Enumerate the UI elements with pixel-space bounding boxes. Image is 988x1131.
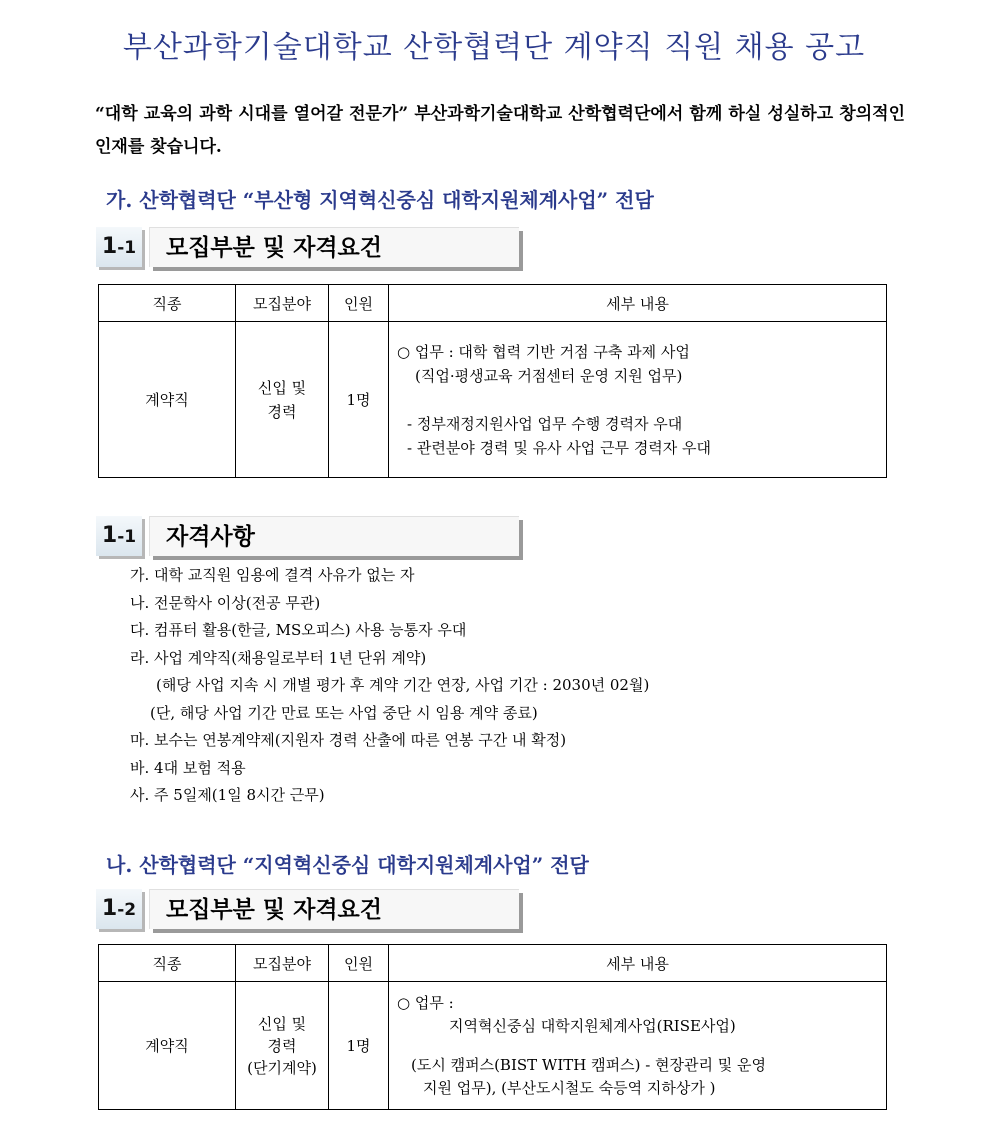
header-job: 직종: [99, 285, 236, 322]
table-header-row: [99, 945, 887, 982]
badge-number: 1: [101, 234, 118, 259]
detail-line: - 정부재정지원사업 업무 수행 경력자 우대: [407, 414, 683, 433]
requirement-item: 바. 4대 보험 적용: [130, 758, 246, 777]
recruit-table-b: [98, 944, 887, 1110]
cell-details: [389, 322, 887, 478]
header-field: 모집분야: [236, 285, 329, 322]
field-line: (단기계약): [247, 1058, 317, 1077]
cell-job: 계약직: [99, 982, 236, 1110]
section-badge: [96, 227, 142, 267]
cell-field: [236, 982, 329, 1110]
section-a-title: 가. 산학협력단 “부산형 지역혁신중심 대학지원체계사업” 전담: [106, 188, 654, 212]
detail-line: (직업·평생교육 거점센터 운영 지원 업무): [415, 366, 683, 385]
requirement-item: 사. 주 5일제(1일 8시간 근무): [130, 786, 325, 804]
field-line: 경력: [267, 402, 297, 421]
recruit-table-a: [98, 284, 887, 478]
detail-spacer: [397, 1038, 886, 1054]
badge-sub: -2: [117, 900, 137, 920]
header-count: 인원: [329, 945, 389, 982]
detail-line: 지역혁신중심 대학지원체계사업(RISE사업): [449, 1016, 736, 1035]
page-title: 부산과학기술대학교 산학협력단 계약직 직원 채용 공고: [122, 30, 866, 65]
cell-count: 1명: [329, 982, 389, 1110]
cell-field: [236, 322, 329, 478]
header-count: 인원: [329, 285, 389, 322]
header-details: 세부 내용: [389, 945, 887, 982]
cell-count: 1명: [329, 322, 389, 478]
requirement-item: 가. 대학 교직원 임용에 결격 사유가 없는 자: [130, 566, 415, 584]
badge-number: 1: [101, 896, 118, 921]
badge-sub: -1: [117, 527, 137, 547]
requirements-list: [130, 562, 649, 810]
field-line: 신입 및: [257, 1014, 307, 1033]
detail-line: 지원 업무), (부산도시철도 숙등역 지하상가 ): [423, 1078, 716, 1097]
detail-line: ○ 업무 : 대학 협력 기반 거점 구축 과제 사업: [397, 342, 690, 361]
section-badge: [96, 889, 142, 929]
table-header-row: [99, 285, 887, 322]
badge-sub: -1: [117, 238, 137, 258]
requirement-note: (단, 해당 사업 기간 만료 또는 사업 중단 시 임용 계약 종료): [150, 703, 538, 722]
header-details: 세부 내용: [389, 285, 887, 322]
requirement-item: 다. 컴퓨터 활용(한글, MS오피스) 사용 능통자 우대: [130, 621, 467, 639]
field-line: 신입 및: [257, 378, 307, 397]
table-row: [99, 322, 887, 478]
cell-details: [389, 982, 887, 1110]
field-line: 경력: [267, 1036, 297, 1055]
requirement-item: 라. 사업 계약직(채용일로부터 1년 단위 계약): [130, 648, 427, 667]
requirement-item: 나. 전문학사 이상(전공 무관): [130, 593, 321, 612]
section-b-title: 나. 산학협력단 “지역혁신중심 대학지원체계사업” 전담: [106, 853, 589, 877]
requirement-item: 마. 보수는 연봉계약제(지원자 경력 산출에 따른 연봉 구간 내 확정): [130, 731, 567, 749]
section-heading-bar: 모집부분 및 자격요건: [149, 227, 519, 267]
table-row: [99, 982, 887, 1110]
section-heading-bar: 모집부분 및 자격요건: [149, 889, 519, 929]
detail-line: - 관련분야 경력 및 유사 사업 근무 경력자 우대: [407, 438, 712, 457]
detail-line: (도시 캠퍼스(BIST WITH 캠퍼스) - 현장관리 및 운영: [411, 1055, 767, 1074]
detail-line: ○ 업무 :: [397, 993, 454, 1012]
section-heading-bar: 자격사항: [149, 516, 519, 556]
header-field: 모집분야: [236, 945, 329, 982]
detail-spacer: [397, 388, 886, 412]
requirement-note: (해당 사업 지속 시 개별 평가 후 계약 기간 연장, 사업 기간 : 2030년 02월): [156, 676, 650, 694]
header-job: 직종: [99, 945, 236, 982]
badge-number: 1: [101, 523, 118, 548]
cell-job: 계약직: [99, 322, 236, 478]
section-badge: [96, 516, 142, 556]
intro-text: “대학 교육의 과학 시대를 열어갈 전문가” 부산과학기술대학교 산학협력단에서 함께 하실 성실하고 창의적인 인재를 찾습니다.: [95, 104, 905, 157]
